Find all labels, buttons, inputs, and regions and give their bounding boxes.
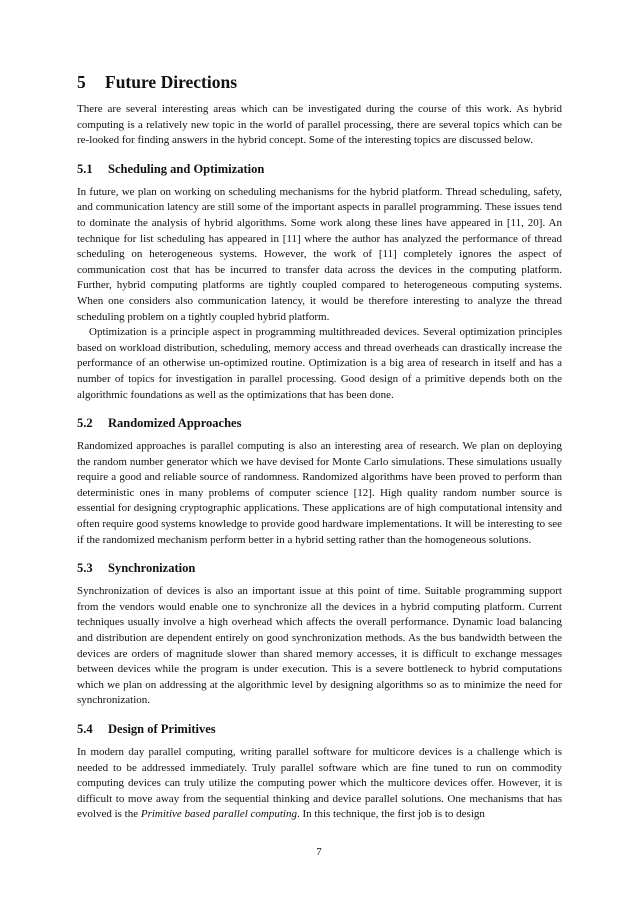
page-number: 7 bbox=[316, 846, 322, 858]
section-number: 5 bbox=[77, 72, 86, 92]
body-paragraph: Randomized approaches is parallel computing is also an interesting area of research. We plan on deploying the random number generator which we have devised for Monte Carlo simulations. These simulations usually require a good and reliable source of randomness. Randomized algorithms have been proved to perform than deterministic ones in many problems of computer science [12]. High quality random number source is essential for designing cryptographic applications. These applications are of high computational intensity and often require good systems knowledge to provide good hardware implementations. It will be interesting to see if the randomized mechanism perform better in a hybrid setting rather than the homogeneous solutions. bbox=[77, 440, 562, 546]
paragraph-text: . In this technique, the first job is to design bbox=[296, 808, 485, 821]
section-title: Future Directions bbox=[105, 72, 238, 92]
body-paragraph: Synchronization of devices is also an important issue at this point of time. Suitable programming support from the vendors would enable one to synchronize all the devices in a hybrid computing platform. Current techniques usually involve a high overhead which affects the overall performance. Dynamic load balancing and distribution are dependent entirely on good synchronization methods. As the bus bandwidth between the devices are orders of magnitude slower than shared memory accesses, it is difficult to exchange messages between devices while the program is under execution. This is a severe bottleneck to hybrid computations which we plan on addressing at the algorithmic level by designing algorithms so as to minimize the need for synchronization. bbox=[77, 585, 562, 707]
subsection-number: 5.3 bbox=[77, 561, 93, 576]
subsection-number: 5.1 bbox=[77, 161, 93, 176]
subsection-heading-primitives bbox=[77, 721, 562, 737]
section-heading bbox=[77, 72, 562, 92]
subsection-heading-scheduling bbox=[77, 161, 562, 177]
subsection-number: 5.4 bbox=[77, 722, 93, 736]
subsection-title: Synchronization bbox=[108, 561, 196, 576]
body-paragraph: Optimization is a principle aspect in programming multithreaded devices. Several optimization principles based on workload distribution, scheduling, memory access and thread overheads can drastically increase the performance of an otherwise un-optimized routine. Optimization is a big area of research in itself and has a number of topics for investigation in parallel processing. Good design of a primitive depends both on the algorithmic foundations as well as the optimizations that has been done. bbox=[77, 326, 562, 401]
page-content bbox=[77, 72, 562, 823]
paragraph-text: In modern day parallel computing, writing parallel software for multicore devices is a challenge which is needed to be addressed immediately. Truly parallel software which are fine tuned to run on commodity computing devices can truly utilize the computing power which the multicore devices offer. However, it is difficult to move away from the sequential thinking and device parallel solutions. One mechanisms that has evolved is the bbox=[77, 746, 562, 821]
subsection-title: Scheduling and Optimization bbox=[108, 161, 265, 176]
body-paragraph bbox=[77, 745, 562, 823]
subsection-title: Design of Primitives bbox=[108, 722, 216, 736]
body-paragraph: In future, we plan on working on scheduling mechanisms for the hybrid platform. Thread scheduling, safety, and communication latency are still some of the important aspects in parallel programming. These issues tend to dominate the analysis of hybrid algorithms. Some work along these lines have appeared in [11, 20]. An technique for list scheduling has appeared in [11] where the author has analyzed the performance of thread scheduling on heterogeneous systems. However, the work of [11] completely ignores the aspect of communication cost that has be incurred to transfer data across the devices in the computing platform. Further, hybrid computing platforms are tightly coupled compared to heterogeneous computing systems. When one considers also communication latency, it would be therefore interesting to analyze the thread scheduling problem on a tightly coupled hybrid platform. bbox=[77, 185, 562, 323]
subsection-title: Randomized Approaches bbox=[108, 416, 242, 431]
section-intro-paragraph: There are several interesting areas which can be investigated during the course of this work. As hybrid computing is a relatively new topic in the world of parallel processing, there are several topics which can be re-looked for finding answers in the hybrid concept. Some of the interesting topics are discussed below. bbox=[77, 103, 562, 147]
subsection-number: 5.2 bbox=[77, 416, 93, 431]
subsection-heading-randomized bbox=[77, 415, 562, 431]
subsection-heading-synchronization bbox=[77, 560, 562, 576]
emphasized-term: Primitive based parallel computing bbox=[140, 808, 297, 821]
